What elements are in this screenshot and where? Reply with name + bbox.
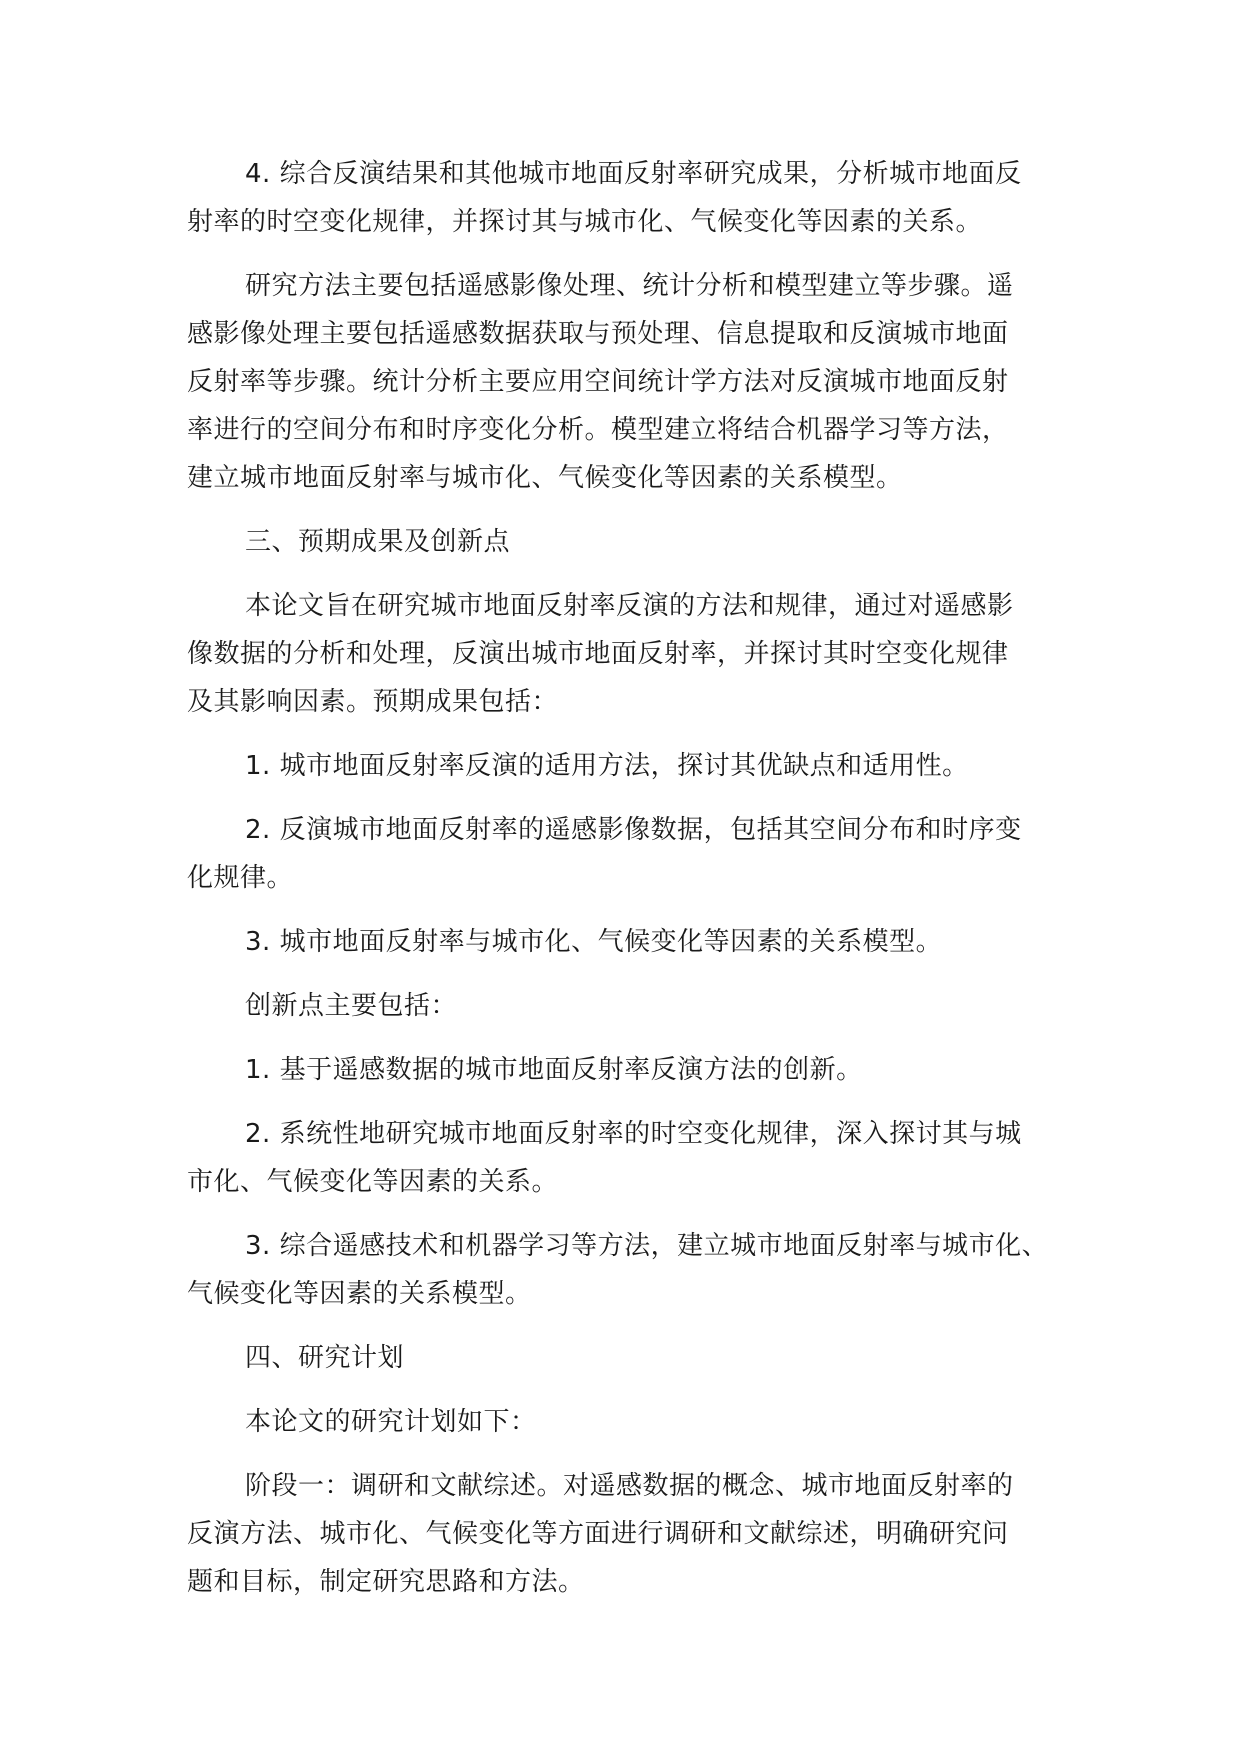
paragraph-expected-results-intro: 本论文旨在研究城市地面反射率反演的方法和规律，通过对遥感影 像数据的分析和处理，反演出城市地面反射率，并探讨其时空变化规律 及其影响因素。预期成果包括： <box>187 591 1014 717</box>
list-item-innovation-3: 3. 综合遥感技术和机器学习等方法，建立城市地面反射率与城市化、 气候变化等因素的关系模型。 <box>187 1231 1049 1309</box>
list-item-result-1: 1. 城市地面反射率反演的适用方法，探讨其优缺点和适用性。 <box>245 751 969 781</box>
list-item-innovation-2: 2. 系统性地研究城市地面反射率的时空变化规律，深入探讨其与城 市化、气候变化等因素的关系。 <box>187 1119 1022 1197</box>
section-heading-research-plan: 四、研究计划 <box>245 1343 405 1373</box>
paragraph-stage-one: 阶段一：调研和文献综述。对遥感数据的概念、城市地面反射率的 反演方法、城市化、气候变化等方面进行调研和文献综述，明确研究问 题和目标，制定研究思路和方法。 <box>187 1471 1014 1597</box>
paragraph-research-plan-intro: 本论文的研究计划如下： <box>245 1407 537 1437</box>
list-item-result-3: 3. 城市地面反射率与城市化、气候变化等因素的关系模型。 <box>245 927 943 957</box>
section-heading-expected-results: 三、预期成果及创新点 <box>245 527 511 557</box>
document-body <box>187 150 1067 1622</box>
paragraph-research-methods: 研究方法主要包括遥感影像处理、统计分析和模型建立等步骤。遥 感影像处理主要包括遥感数据获取与预处理、信息提取和反演城市地面 反射率等步骤。统计分析主要应用空间统计学方法对反演城市地面反射 率进行的空间分布和时序变化分析。模型建立将结合机器学习等方法， 建立城市地面反射率与城市化、气候变化等因素的关系模型。 <box>187 271 1014 493</box>
list-item-innovation-1: 1. 基于遥感数据的城市地面反射率反演方法的创新。 <box>245 1055 863 1085</box>
list-item-result-2: 2. 反演城市地面反射率的遥感影像数据，包括其空间分布和时序变 化规律。 <box>187 815 1022 893</box>
paragraph-innovation-intro: 创新点主要包括： <box>245 991 458 1021</box>
paragraph-analysis-item-4: 4. 综合反演结果和其他城市地面反射率研究成果，分析城市地面反 射率的时空变化规律，并探讨其与城市化、气候变化等因素的关系。 <box>187 159 1022 237</box>
